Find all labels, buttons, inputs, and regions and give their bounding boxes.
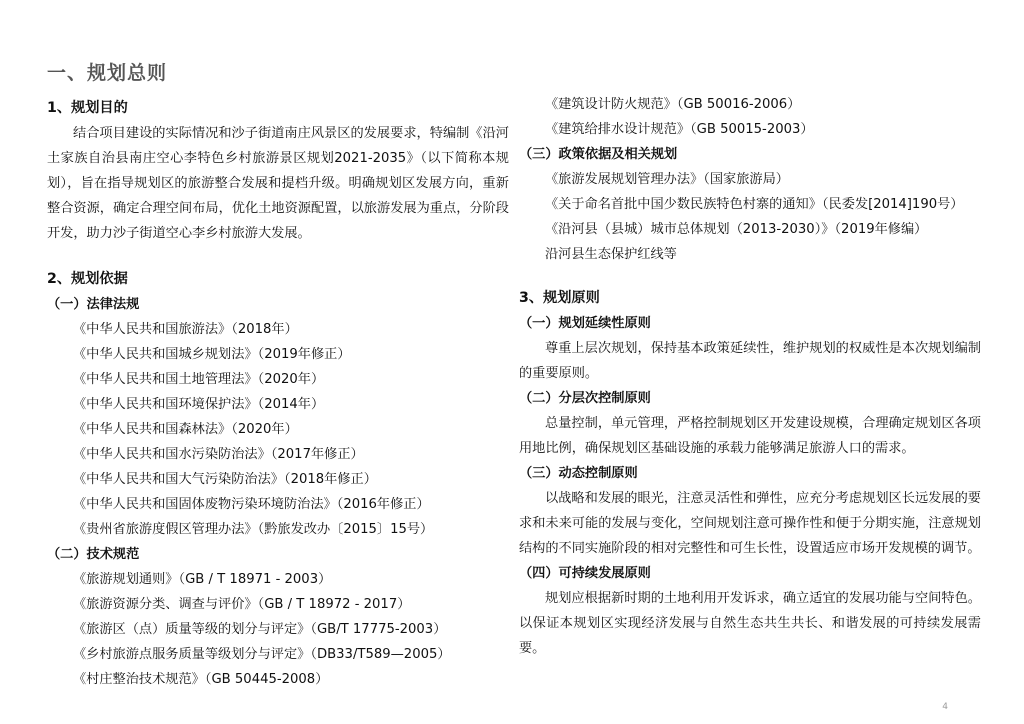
standard-item: 《建筑给排水设计规范》（GB 50015-2003） [545, 122, 814, 137]
principle-text-hierarchy: 总量控制，单元管理，严格控制规划区开发建设规模，合理确定规划区各项用地比例，确保规划区基础设施的承载力能够满足旅游人口的需求。 [519, 416, 981, 456]
standard-item: 《旅游资源分类、调查与评价》（GB / T 18972 - 2017） [73, 597, 411, 612]
law-item: 《中华人民共和国旅游法》（2018年） [73, 322, 298, 337]
law-item: 《中华人民共和国大气污染防治法》（2018年修正） [73, 472, 377, 487]
section-heading-purpose: 1、规划目的 [47, 100, 128, 116]
standard-item: 《建筑设计防火规范》（GB 50016-2006） [545, 97, 801, 112]
principle-heading-sustainable: （四）可持续发展原则 [519, 566, 651, 581]
page-number: 4 [942, 702, 948, 712]
policy-item: 《沿河县（县城）城市总体规划（2013-2030）》（2019年修编） [545, 222, 928, 237]
left-column [47, 96, 509, 692]
section-heading-principles: 3、规划原则 [519, 290, 600, 306]
policy-item: 《关于命名首批中国少数民族特色村寨的通知》（民委发[2014]190号） [545, 197, 964, 212]
subheading-laws: （一）法律法规 [47, 297, 140, 312]
law-item: 《中华人民共和国固体废物污染环境防治法》（2016年修正） [73, 497, 430, 512]
principle-text-sustainable: 规划应根据新时期的土地利用开发诉求，确立适宜的发展功能与空间特色。以保证本规划区实现经济发展与自然生态共生共长、和谐发展的可持续发展需要。 [519, 591, 981, 656]
policy-item: 《旅游发展规划管理办法》（国家旅游局） [545, 172, 789, 187]
page-title: 一、规划总则 [47, 62, 168, 84]
purpose-paragraph: 结合项目建设的实际情况和沙子街道南庄风景区的发展要求，特编制《沿河土家族自治县南庄空心李特色乡村旅游景区规划2021-2035》（以下简称本规划），旨在指导规划区的旅游整合发展和提档升级。明确规划区发展方向，重新整合资源，确定合理空间布局，优化土地资源配置，以旅游发展为重点，分阶段开发，助力沙子街道空心李乡村旅游大发展。 [47, 126, 509, 241]
law-item: 《贵州省旅游度假区管理办法》（黔旅发改办〔2015〕15号） [73, 522, 434, 537]
principle-text-continuity: 尊重上层次规划，保持基本政策延续性，维护规划的权威性是本次规划编制的重要原则。 [519, 341, 981, 381]
law-item: 《中华人民共和国森林法》（2020年） [73, 422, 298, 437]
standard-item: 《旅游规划通则》（GB / T 18971 - 2003） [73, 572, 332, 587]
right-column [519, 92, 981, 661]
section-heading-basis: 2、规划依据 [47, 271, 128, 287]
standard-item: 《村庄整治技术规范》（GB 50445-2008） [73, 672, 329, 687]
standard-item: 《乡村旅游点服务质量等级划分与评定》（DB33/T589—2005） [73, 647, 451, 662]
law-item: 《中华人民共和国环境保护法》（2014年） [73, 397, 325, 412]
policy-item: 沿河县生态保护红线等 [545, 247, 677, 262]
principle-text-dynamic: 以战略和发展的眼光，注意灵活性和弹性，应充分考虑规划区长远发展的要求和未来可能的发展与变化，空间规划注意可操作性和便于分期实施，注意规划结构的不同实施阶段的相对完整性和可生长性，设置适应市场开发规模的调节。 [519, 491, 981, 556]
principle-heading-hierarchy: （二）分层次控制原则 [519, 391, 651, 406]
law-item: 《中华人民共和国水污染防治法》（2017年修正） [73, 447, 364, 462]
law-item: 《中华人民共和国土地管理法》（2020年） [73, 372, 325, 387]
principle-heading-dynamic: （三）动态控制原则 [519, 466, 638, 481]
principle-heading-continuity: （一）规划延续性原则 [519, 316, 651, 331]
standard-item: 《旅游区（点）质量等级的划分与评定》（GB/T 17775-2003） [73, 622, 447, 637]
subheading-policy: （三）政策依据及相关规划 [519, 147, 678, 162]
law-item: 《中华人民共和国城乡规划法》（2019年修正） [73, 347, 351, 362]
subheading-tech-standards: （二）技术规范 [47, 547, 140, 562]
